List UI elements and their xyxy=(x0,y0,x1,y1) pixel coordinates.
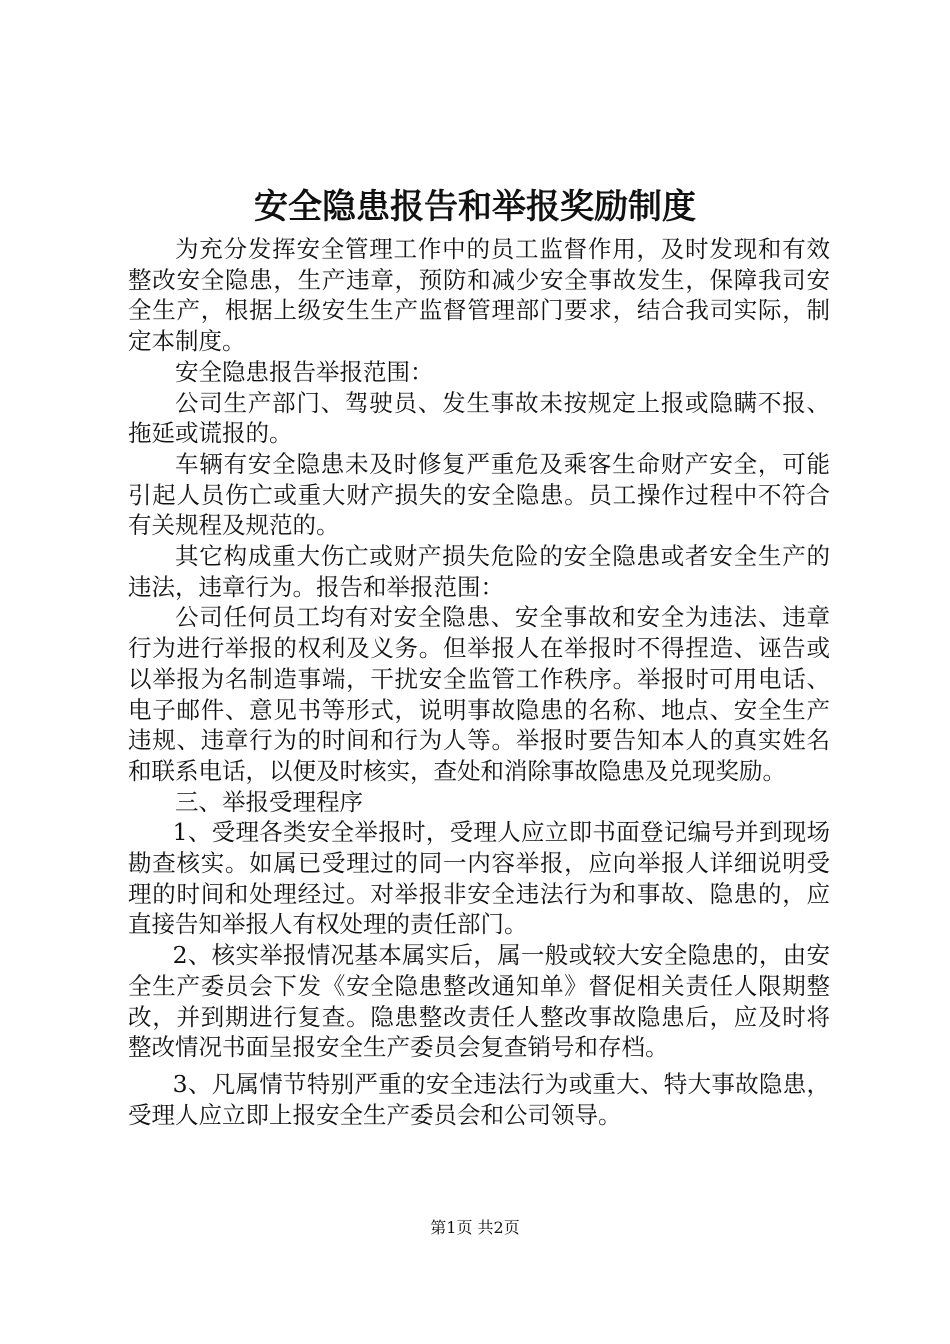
paragraph-intro: 为充分发挥安全管理工作中的员工监督作用，及时发现和有效整改安全隐患，生产违章，预防和减少安全事故发生，保障我司安全生产，根据上级安生生产监督管理部门要求，结合我司实际，制定本制度。 xyxy=(128,235,830,356)
paragraph-scope-item-2: 车辆有安全隐患未及时修复严重危及乘客生命财产安全，可能引起人员伤亡或重大财产损失的安全隐患。员工操作过程中不符合有关规程及规范的。 xyxy=(128,449,830,540)
page-footer: 第1页 共2页 xyxy=(430,1218,520,1237)
paragraph-procedure-1: 1、受理各类安全举报时，受理人应立即书面登记编号并到现场勘查核实。如属已受理过的同一内容举报，应向举报人详细说明受理的时间和处理经过。对举报非安全违法行为和事故、隐患的，应直接告知举报人有权处理的责任部门。 xyxy=(128,818,830,939)
paragraph-employee-rights: 公司任何员工均有对安全隐患、安全事故和安全为违法、违章行为进行举报的权利及义务。但举报人在举报时不得捏造、诬告或以举报为名制造事端，干扰安全监管工作秩序。举报时可用电话、电子邮件、意见书等形式，说明事故隐患的名称、地点、安全生产违规、违章行为的时间和行为人等。举报时要告知本人的真实姓名和联系电话，以便及时核实，查处和消除事故隐患及兑现奖励。 xyxy=(128,603,830,785)
paragraph-procedure-heading: 三、举报受理程序 xyxy=(175,787,363,816)
document-body xyxy=(128,234,830,1130)
paragraph-procedure-3: 3、凡属情节特别严重的安全违法行为或重大、特大事故隐患，受理人应立即上报安全生产委员会和公司领导。 xyxy=(128,1069,830,1129)
paragraph-procedure-2: 2、核实举报情况基本属实后，属一般或较大安全隐患的，由安全生产委员会下发《安全隐患整改通知单》督促相关责任人限期整改，并到期进行复查。隐患整改责任人整改事故隐患后，应及时将整改情况书面呈报安全生产委员会复查销号和存档。 xyxy=(128,941,830,1062)
paragraph-scope-item-1: 公司生产部门、驾驶员、发生事故未按规定上报或隐瞒不报、拖延或谎报的。 xyxy=(128,388,830,448)
paragraph-scope-item-3: 其它构成重大伤亡或财产损失危险的安全隐患或者安全生产的违法，违章行为。报告和举报范围： xyxy=(128,542,830,601)
paragraph-report-scope-heading: 安全隐患报告举报范围： xyxy=(175,357,434,386)
document-title: 安全隐患报告和举报奖励制度 xyxy=(254,187,696,227)
